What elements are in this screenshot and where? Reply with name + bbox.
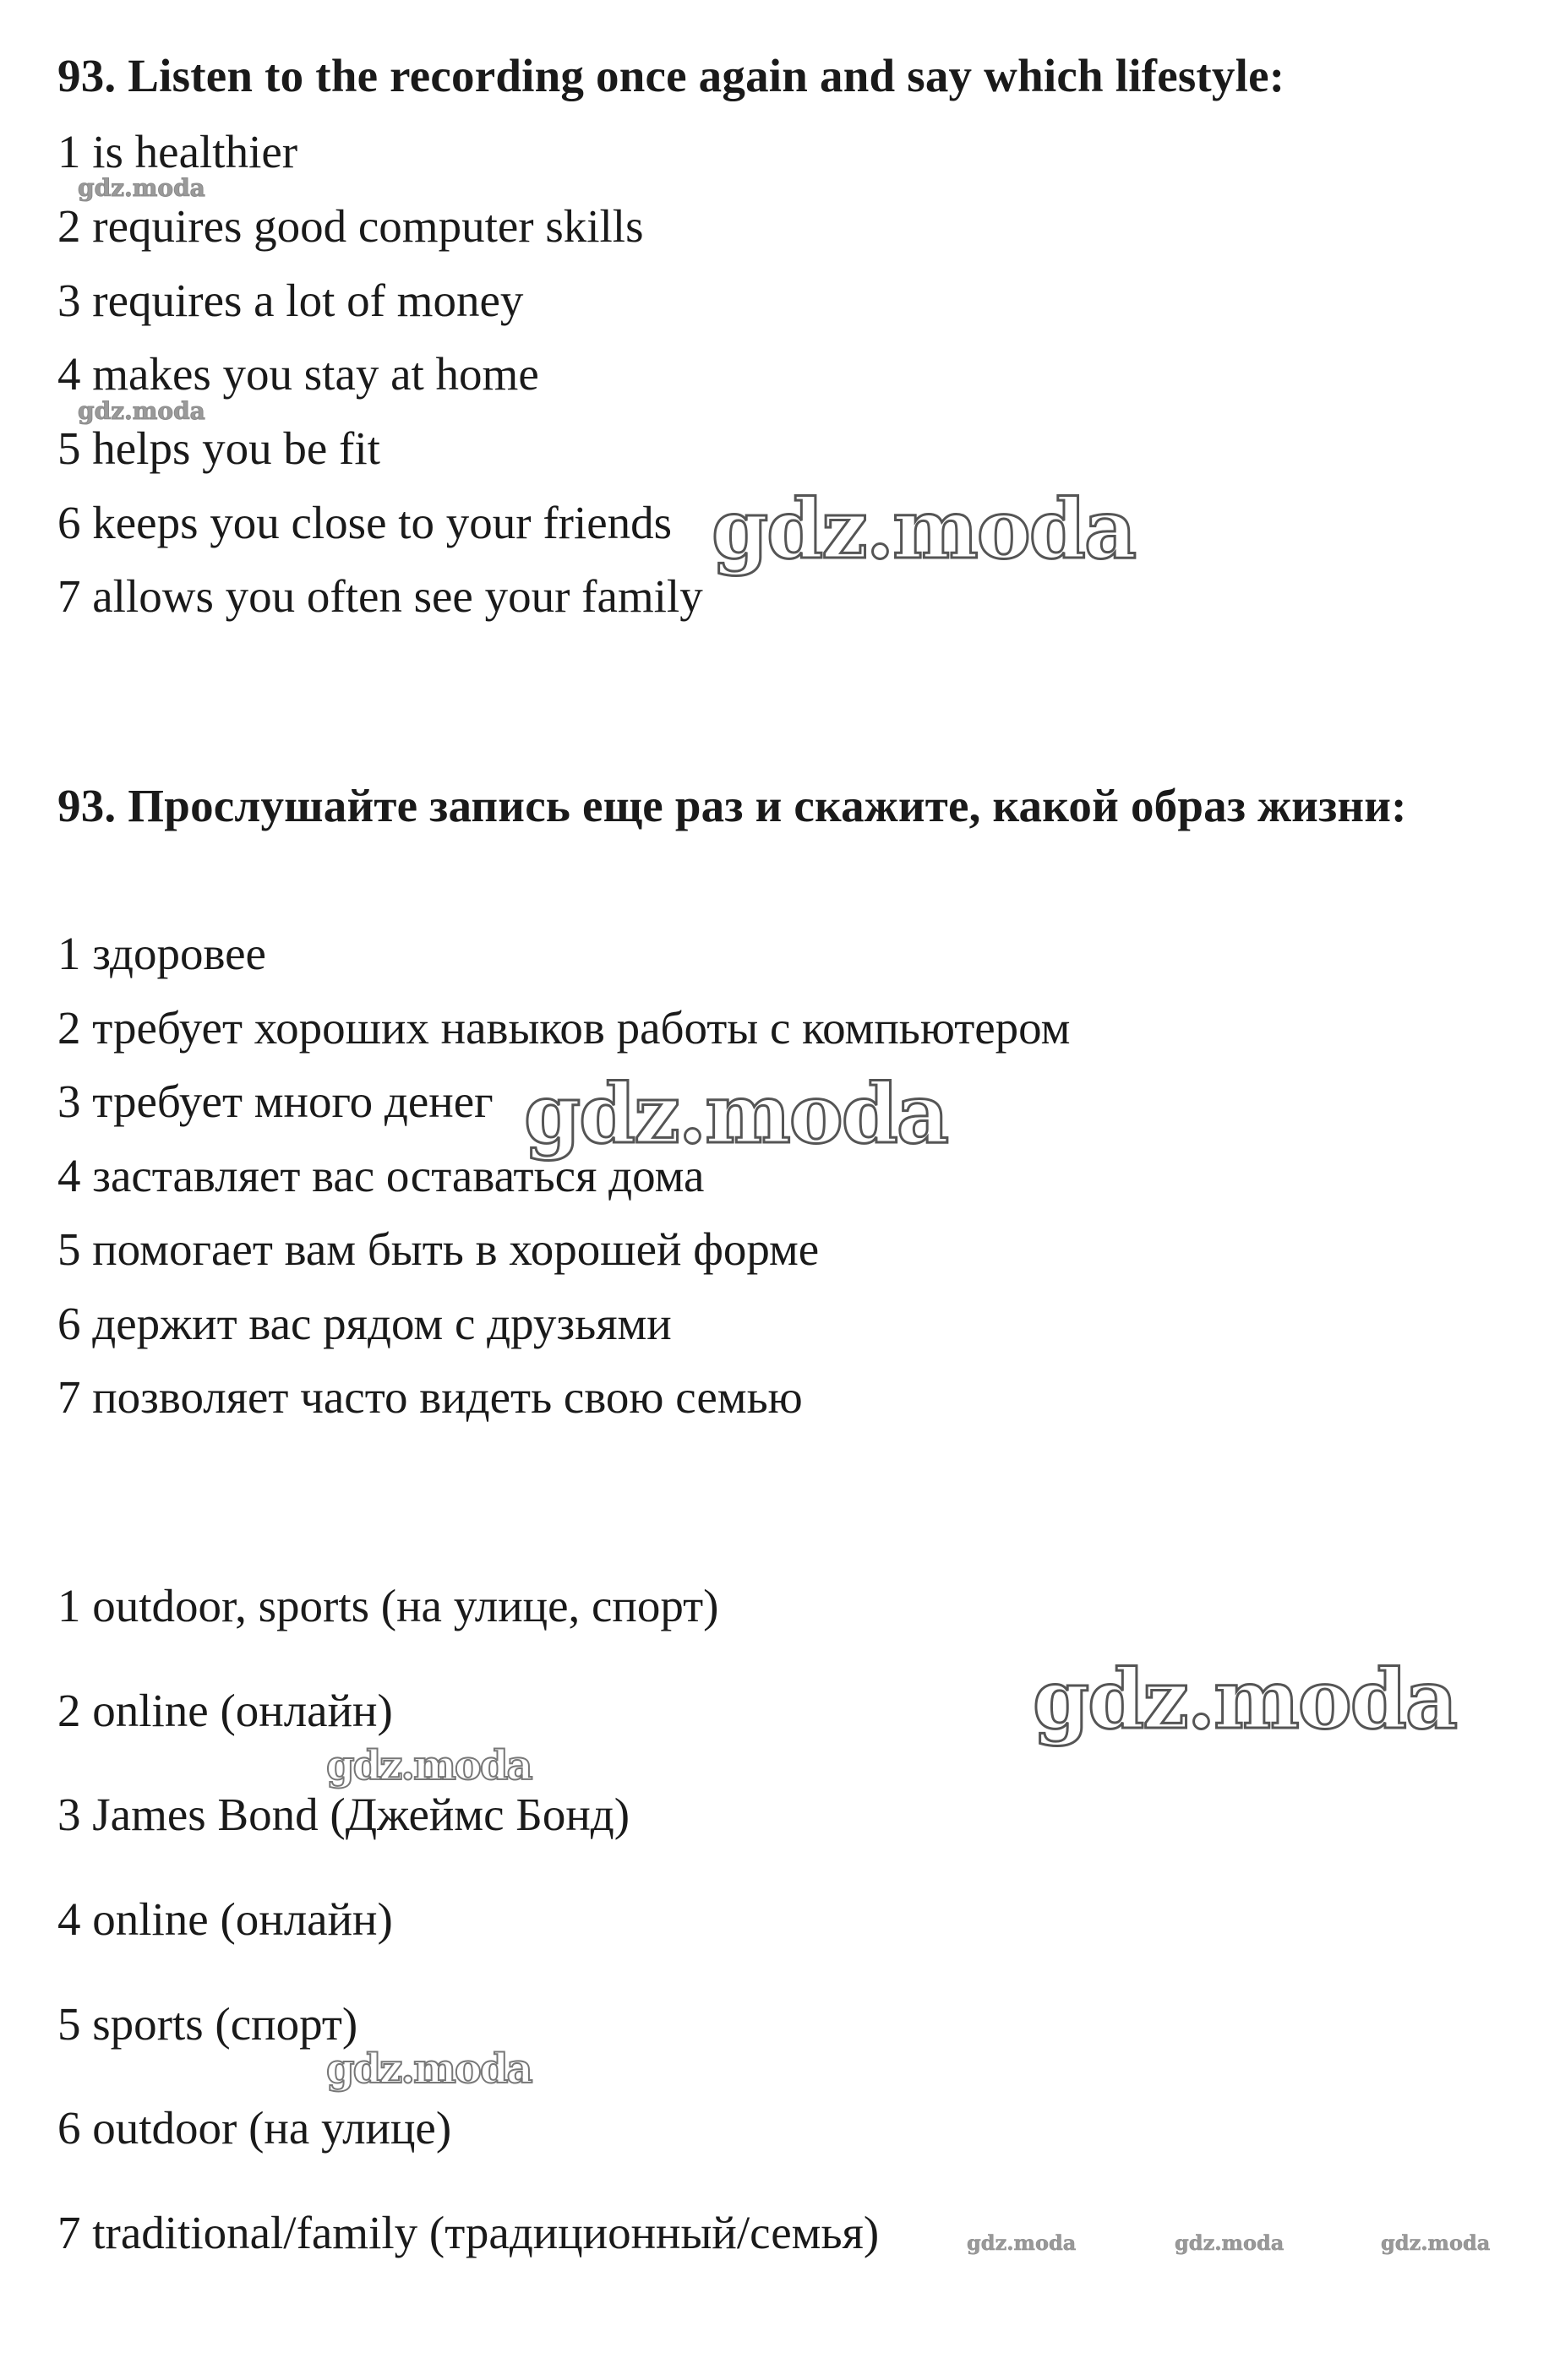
- english-item-5: 5 helps you be fit: [57, 422, 380, 474]
- russian-item-5: 5 помогает вам быть в хорошей форме: [57, 1223, 820, 1275]
- answer-item-2: 2 online (онлайн): [57, 1685, 393, 1736]
- watermark: gdz.moda: [967, 2230, 1077, 2255]
- watermark: gdz.moda: [712, 482, 1136, 577]
- russian-item-1: 1 здоровее: [57, 928, 266, 979]
- english-item-4: 4 makes you stay at home: [57, 348, 539, 400]
- watermark: gdz.moda: [1381, 2230, 1491, 2255]
- russian-item-2: 2 требует хороших навыков работы с компьютером: [57, 1002, 1071, 1054]
- answer-item-1: 1 outdoor, sports (на улице, спорт): [57, 1580, 719, 1631]
- watermark: gdz.moda: [326, 1742, 532, 1789]
- answer-item-4: 4 online (онлайн): [57, 1893, 393, 1945]
- english-item-2: 2 requires good computer skills: [57, 200, 644, 252]
- watermark: gdz.moda: [524, 1066, 948, 1162]
- watermark: gdz.moda: [78, 174, 205, 202]
- english-heading: 93. Listen to the recording once again and say which lifestyle:: [57, 50, 1285, 101]
- answer-item-7: 7 traditional/family (традиционный/семья): [57, 2207, 880, 2258]
- english-item-3: 3 requires a lot of money: [57, 275, 524, 326]
- russian-item-7: 7 позволяет часто видеть свою семью: [57, 1371, 803, 1423]
- answer-item-3: 3 James Bond (Джеймс Бонд): [57, 1789, 630, 1840]
- watermark: gdz.moda: [1175, 2230, 1285, 2255]
- english-item-7: 7 allows you often see your family: [57, 570, 703, 622]
- english-item-1: 1 is healthier: [57, 126, 298, 177]
- russian-item-4: 4 заставляет вас оставаться дома: [57, 1150, 705, 1201]
- russian-item-3: 3 требует много денег: [57, 1076, 494, 1127]
- answer-item-6: 6 outdoor (на улице): [57, 2102, 452, 2154]
- watermark: gdz.moda: [78, 397, 205, 425]
- russian-item-6: 6 держит вас рядом с друзьями: [57, 1298, 672, 1349]
- answer-item-5: 5 sports (спорт): [57, 1998, 358, 2050]
- watermark: gdz.moda: [1033, 1652, 1457, 1747]
- watermark: gdz.moda: [326, 2045, 532, 2093]
- english-item-6: 6 keeps you close to your friends: [57, 497, 673, 548]
- russian-heading: 93. Прослушайте запись еще раз и скажите, какой образ жизни:: [57, 780, 1407, 831]
